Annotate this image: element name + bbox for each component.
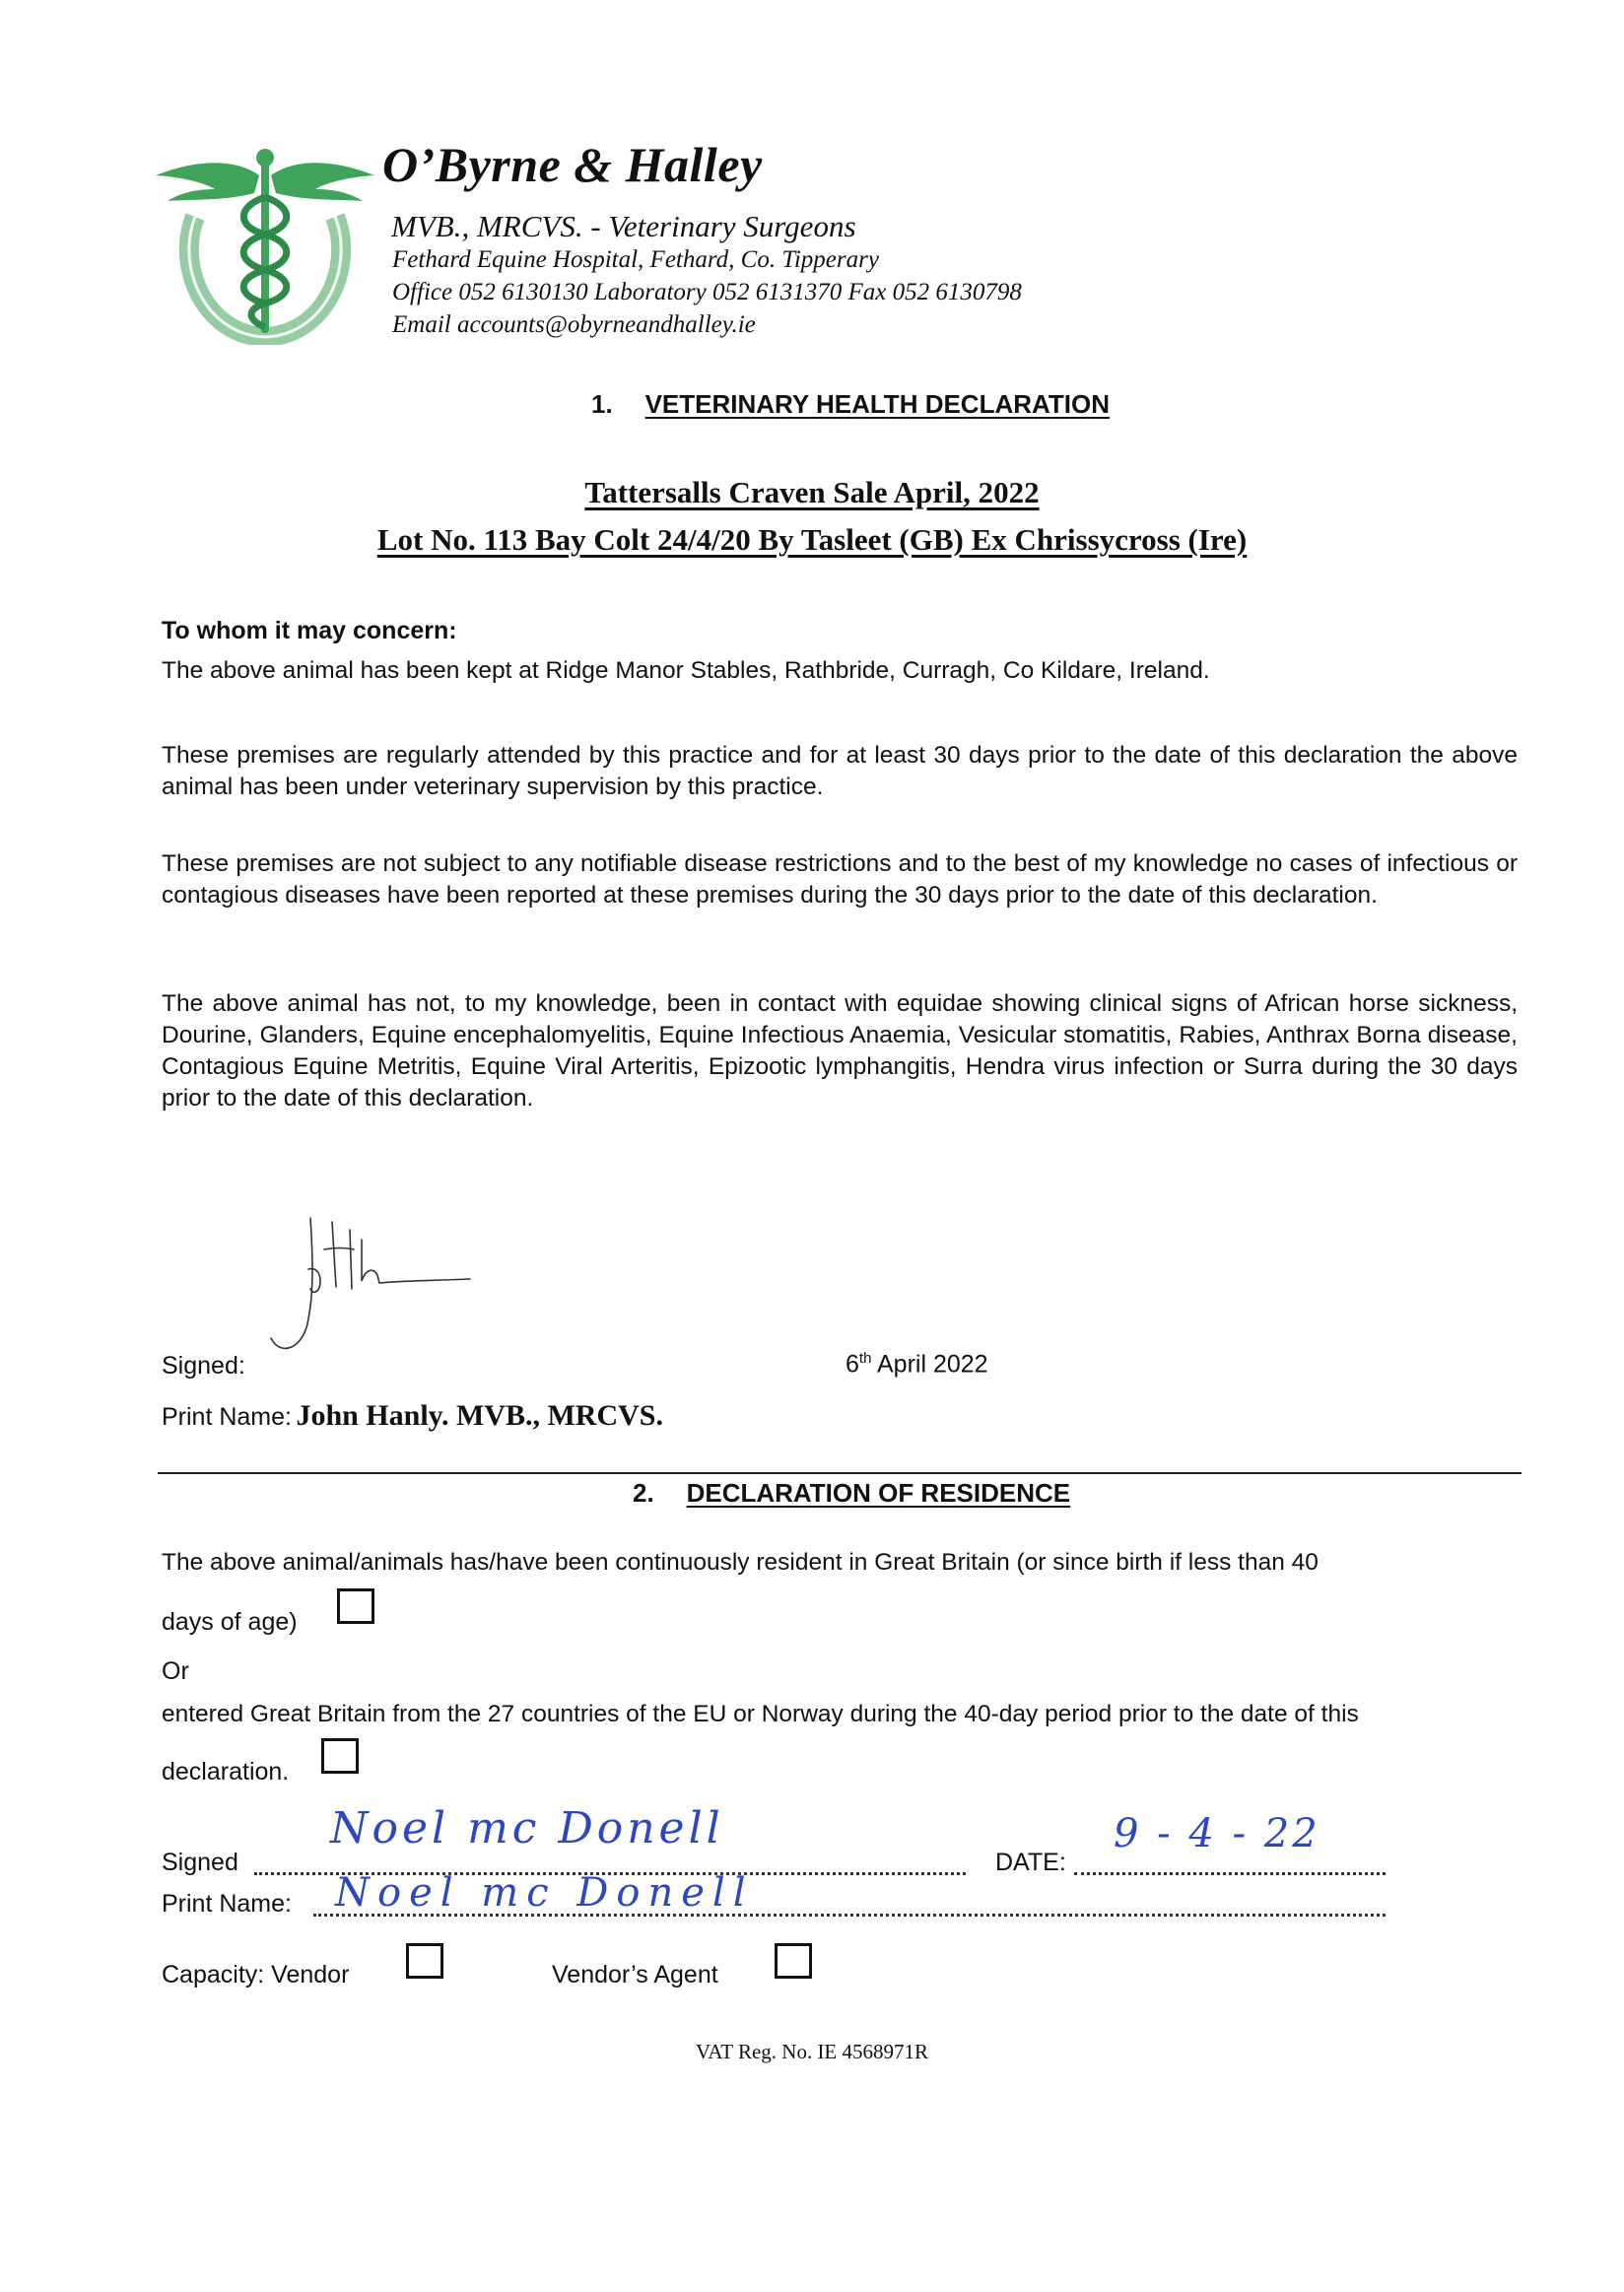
firm-qualifications: MVB., MRCVS. - Veterinary Surgeons bbox=[391, 209, 856, 243]
capacity-vendor-label: Capacity: Vendor bbox=[162, 1961, 350, 1989]
lot-title-text: Lot No. 113 Bay Colt 24/4/20 By Tasleet (GB) Ex Chrissycross (Ire) bbox=[376, 522, 1248, 557]
lot-title bbox=[0, 522, 1624, 558]
caduceus-horseshoe-logo bbox=[156, 148, 374, 345]
vendor-date[interactable]: 9 - 4 - 22 bbox=[1114, 1811, 1320, 1856]
firm-email: Email accounts@obyrneandhalley.ie bbox=[392, 311, 756, 338]
vendor-signed-label: Signed bbox=[162, 1849, 238, 1876]
section2-title: DECLARATION OF RESIDENCE bbox=[686, 1478, 1071, 1508]
declaration-date bbox=[846, 1350, 988, 1379]
entered-text-line1: entered Great Britain from the 27 countries of the EU or Norway during the 40-day period prior to the date of this bbox=[162, 1701, 1359, 1727]
residence-text-line1: The above animal/animals has/have been continuously resident in Great Britain (or since birth if less than 40 bbox=[162, 1549, 1319, 1576]
entered-text-line2: declaration. bbox=[162, 1758, 290, 1786]
date-rest: April 2022 bbox=[871, 1350, 988, 1379]
vet-print-name bbox=[162, 1399, 663, 1433]
vendor-signature[interactable]: Noel mc Donell bbox=[330, 1803, 724, 1854]
section1-heading bbox=[591, 389, 1110, 420]
section-divider bbox=[158, 1472, 1522, 1474]
vendor-agent-label: Vendor’s Agent bbox=[552, 1961, 718, 1989]
section1-title: VETERINARY HEALTH DECLARATION bbox=[644, 389, 1110, 419]
section1-number: 1. bbox=[591, 389, 613, 419]
date-line bbox=[1074, 1872, 1386, 1875]
firm-phones: Office 052 6130130 Laboratory 052 6131370 Fax 052 6130798 bbox=[392, 279, 1022, 305]
vendor-print-name-label: Print Name: bbox=[162, 1890, 292, 1918]
paragraph-contact: The above animal has not, to my knowledge, been in contact with equidae showing clinical signs of African horse sickness, Dourine, Glanders, Equine encephalomyelitis, Equine Infectious Anaemia, Vesicular stomatitis, Rabies, Anthrax Borna disease, Contagious Equine Metritis, Equine Viral Arteritis, Epizootic lymphangitis, Hendra virus infection or Surra during the 30 days prior to the date of this declaration. bbox=[162, 990, 1518, 1112]
paragraph-supervision: These premises are regularly attended by this practice and for at least 30 days prior to the date of this declaration the above animal has been under veterinary supervision by this practice. bbox=[162, 742, 1518, 800]
section2-heading bbox=[633, 1478, 1070, 1509]
salutation: To whom it may concern: bbox=[162, 617, 457, 644]
section2-number: 2. bbox=[633, 1478, 654, 1508]
date-suffix: th bbox=[858, 1350, 872, 1367]
signed-label: Signed: bbox=[162, 1352, 245, 1380]
sale-title bbox=[0, 475, 1624, 510]
vendor-print-name[interactable]: Noel mc Donell bbox=[335, 1870, 754, 1916]
residence-text-line2: days of age) bbox=[162, 1608, 298, 1636]
vendor-checkbox[interactable] bbox=[406, 1943, 443, 1979]
sale-title-text: Tattersalls Craven Sale April, 2022 bbox=[584, 475, 1040, 509]
handwritten-signature bbox=[251, 1210, 478, 1368]
date-label: DATE: bbox=[995, 1849, 1066, 1876]
paragraph-premises: The above animal has been kept at Ridge Manor Stables, Rathbride, Curragh, Co Kildare, Ireland. bbox=[162, 657, 1210, 684]
print-name-value: John Hanly. MVB., MRCVS. bbox=[296, 1399, 663, 1432]
vat-number: VAT Reg. No. IE 4568971R bbox=[695, 2040, 929, 2063]
paragraph-restrictions: These premises are not subject to any notifiable disease restrictions and to the best of my knowledge no cases of infectious or contagious diseases have been reported at these premises during the 30 days prior to the date of this declaration. bbox=[162, 850, 1518, 909]
firm-name: O’Byrne & Halley bbox=[382, 137, 763, 192]
or-label: Or bbox=[162, 1657, 189, 1685]
vendor-agent-checkbox[interactable] bbox=[775, 1943, 812, 1979]
entered-checkbox[interactable] bbox=[321, 1738, 359, 1774]
date-day: 6 bbox=[846, 1350, 859, 1379]
residence-checkbox[interactable] bbox=[337, 1588, 374, 1624]
print-name-label: Print Name: bbox=[162, 1403, 292, 1431]
firm-address: Fethard Equine Hospital, Fethard, Co. Tipperary bbox=[392, 246, 879, 273]
